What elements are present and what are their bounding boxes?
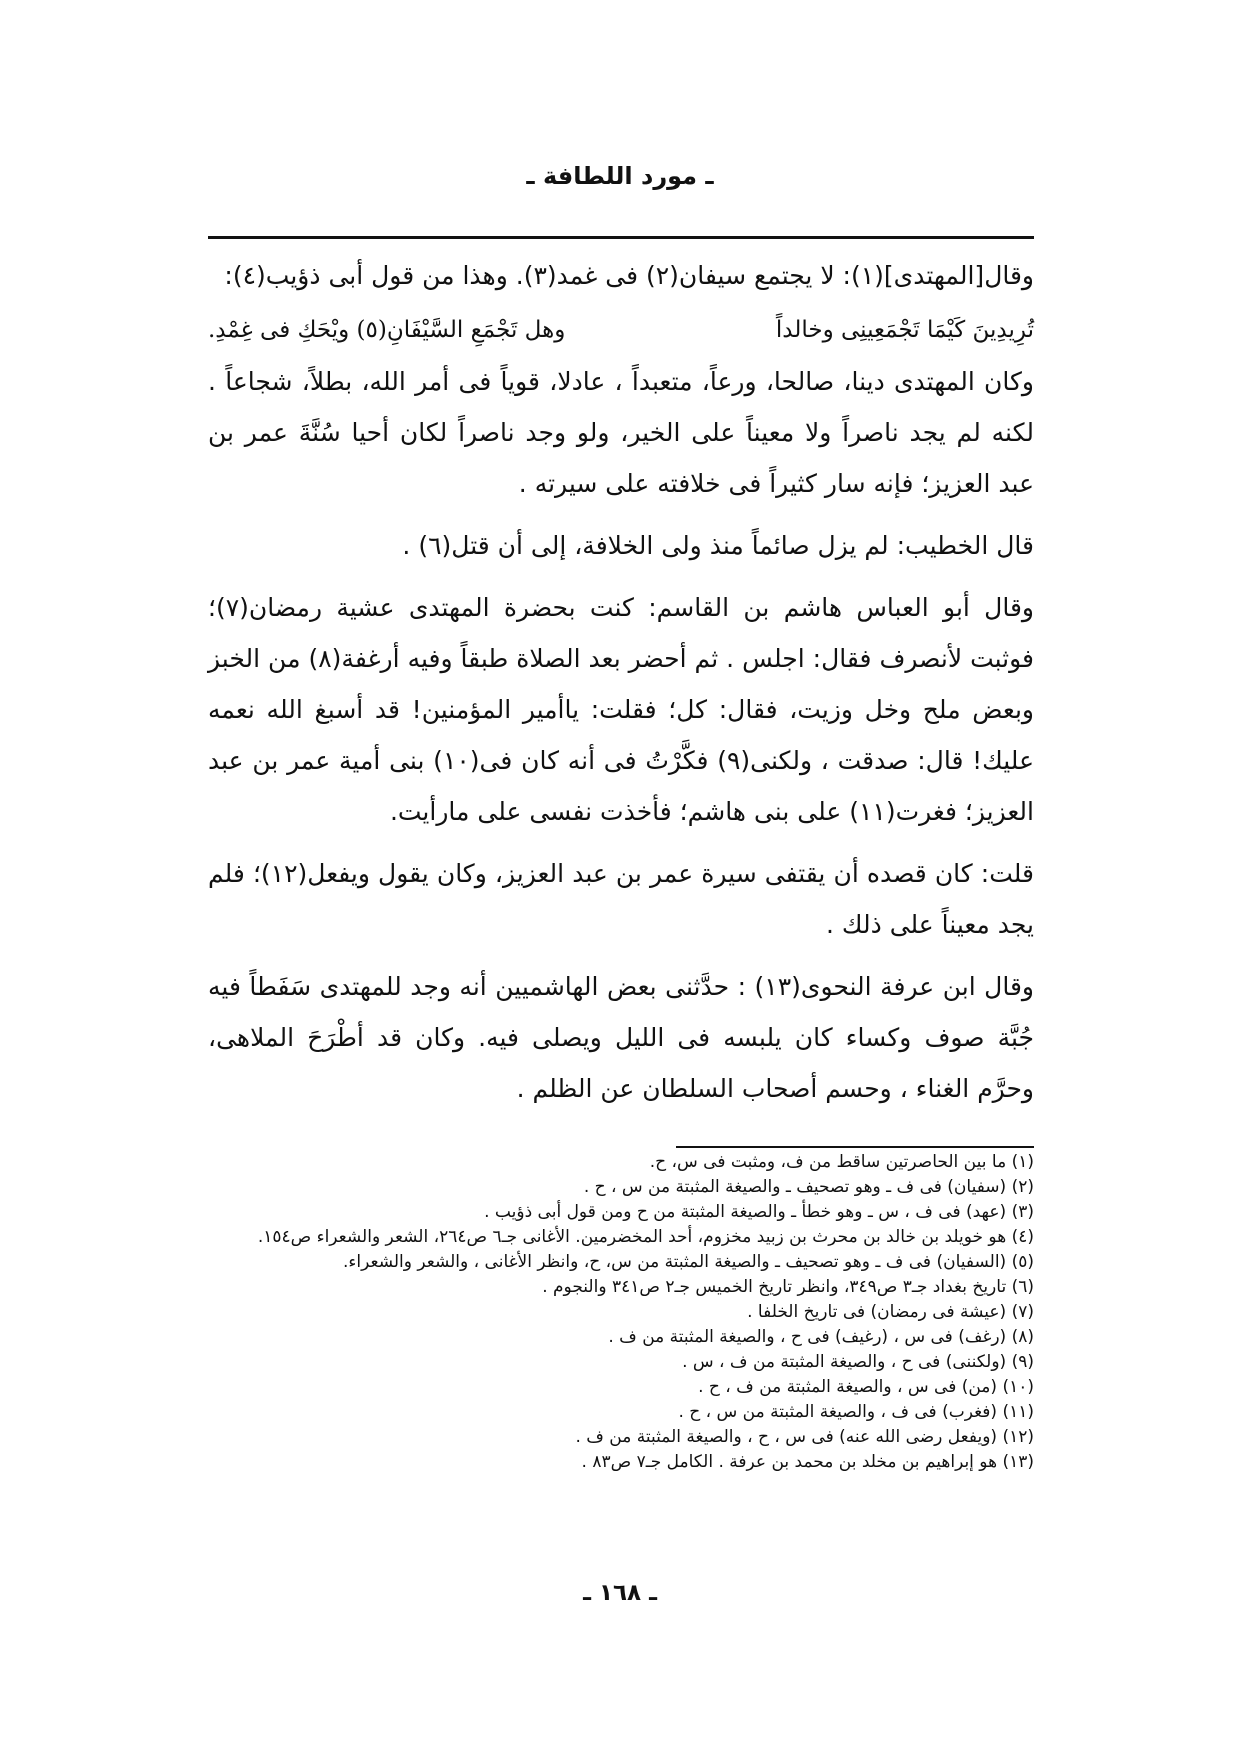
- footnote-item: (١٢) (ويفعل رضى الله عنه) فى س ، ح ، والصيغة المثبتة من ف .: [575, 1427, 1034, 1447]
- paragraph-6: وقال ابن عرفة النحوى(١٣) : حدَّثنى بعض الهاشميين أنه وجد للمهتدى سَفَطاً فيه جُبَّة صوف وكساء كان يلبسه فى الليل ويصلى فيه. وكان قد أطْرَحَ الملاهى، وحرَّم الغناء ، وحسم أصحاب السلطان عن الظلم .: [208, 972, 1034, 1103]
- paragraph-4: وقال أبو العباس هاشم بن القاسم: كنت بحضرة المهتدى عشية رمضان(٧)؛ فوثبت لأنصرف فقال: اجلس . ثم أحضر بعد الصلاة طبقاً وفيه أرغفة(٨) من الخبز وبعض ملح وخل وزيت، فقال: كل؛ فقلت: ياأمير المؤمنين! قد أسبغ الله نعمه عليك! قال: صدقت ، ولكنى(٩) فكَّرْتُ فى أنه كان فى(١٠) بنى أمية عمر بن عبد العزيز؛ فغرت(١١) على بنى هاشم؛ فأخذت نفسى على مارأيت.: [208, 593, 1034, 826]
- footnote-item: (٩) (ولكننى) فى ح ، والصيغة المثبتة من ف ، س .: [682, 1352, 1034, 1372]
- verse-hemistich-2: وهل تَجْمَعِ السَّيْفَانِ(٥) ويْحَكِ فى غِمْدِ.: [208, 317, 566, 343]
- footnote-item: (٦) تاريخ بغداد جـ٣ ص٣٤٩، وانظر تاريخ الخميس جـ٢ ص٣٤١ والنجوم .: [542, 1277, 1034, 1297]
- paragraph-1: وقال[المهتدى](١): لا يجتمع سيفان(٢) فى غمد(٣). وهذا من قول أبى ذؤيب(٤):: [224, 261, 1034, 290]
- footnote-item: (٤) هو خويلد بن خالد بن محرث بن زبيد مخزوم، أحد المخضرمين. الأغانى جـ٦ ص٢٦٤، الشعر والشعراء ص١٥٤.: [257, 1227, 1034, 1247]
- page-number: ـ ١٦٨ ـ: [583, 1580, 657, 1606]
- running-header-title: ـ مورد اللطافة ـ: [526, 162, 714, 190]
- paragraph-3: قال الخطيب: لم يزل صائماً منذ ولى الخلافة، إلى أن قتل(٦) .: [402, 531, 1034, 560]
- paragraph-5: قلت: كان قصده أن يقتفى سيرة عمر بن عبد العزيز، وكان يقول ويفعل(١٢)؛ فلم يجد معيناً على ذلك .: [208, 859, 1034, 939]
- footnote-item: (١١) (فغرب) فى ف ، والصيغة المثبتة من س ، ح .: [678, 1402, 1034, 1422]
- poetry-verse: [208, 305, 1034, 356]
- main-text: [208, 250, 1034, 1114]
- footnote-divider: [676, 1146, 1034, 1148]
- footnote-item: (٨) (رغف) فى س ، (رغيف) فى ح ، والصيغة المثبتة من ف .: [608, 1327, 1034, 1347]
- footnote-item: (١٣) هو إبراهيم بن مخلد بن محمد بن عرفة . الكامل جـ٧ ص٨٣ .: [581, 1452, 1034, 1472]
- verse-hemistich-1: تُرِيدِينَ كَيْمَا تَجْمَعِينِى وخالداً: [775, 317, 1034, 343]
- footnote-item: (١) ما بين الحاصرتين ساقط من ف، ومثبت فى س، ح.: [649, 1152, 1034, 1172]
- footnote-item: (٢) (سفيان) فى ف ـ وهو تصحيف ـ والصيغة المثبتة من س ، ح .: [583, 1177, 1034, 1197]
- footnote-item: (١٠) (من) فى س ، والصيغة المثبتة من ف ، ح .: [698, 1377, 1034, 1397]
- paragraph-2: وكان المهتدى دينا، صالحا، ورعاً، متعبداً ، عادلا، قوياً فى أمر الله، بطلاً، شجاعاً . لكنه لم يجد ناصراً ولا معيناً على الخير، ولو وجد ناصراً لكان أحيا سُنَّةَ عمر بن عبد العزيز؛ فإنه سار كثيراً فى خلافته على سيرته .: [208, 367, 1034, 498]
- footnote-item: (٥) (السفيان) فى ف ـ وهو تصحيف ـ والصيغة المثبتة من س، ح، وانظر الأغانى ، والشعر والشعراء.: [343, 1252, 1034, 1272]
- footnote-item: (٣) (عهد) فى ف ، س ـ وهو خطأ ـ والصيغة المثبتة من ح ومن قول أبى ذؤيب .: [484, 1202, 1034, 1222]
- footnote-item: (٧) (عيشة فى رمضان) فى تاريخ الخلفا .: [747, 1302, 1034, 1322]
- footnotes-list: [208, 1150, 1034, 1475]
- header-divider: [208, 236, 1034, 239]
